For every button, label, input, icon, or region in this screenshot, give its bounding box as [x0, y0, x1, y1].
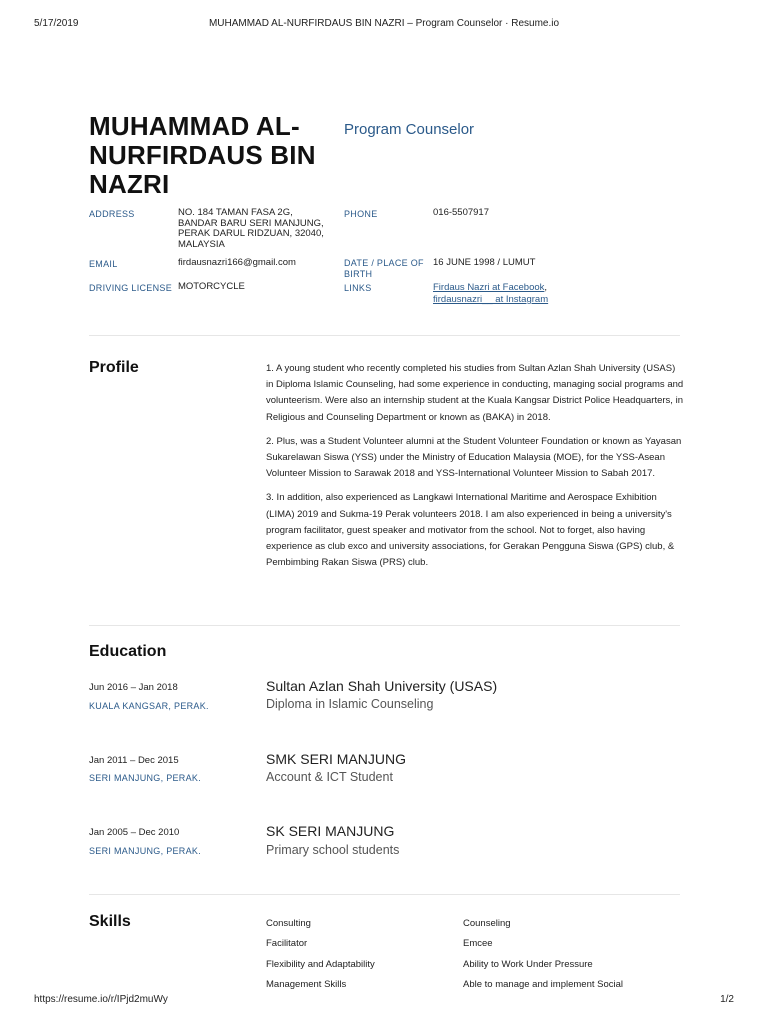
facebook-link[interactable]: Firdaus Nazri at Facebook [433, 282, 545, 293]
print-page-number: 1/2 [720, 994, 734, 1005]
skill-item: Facilitator [266, 938, 308, 949]
skills-heading: Skills [89, 913, 131, 930]
candidate-name [89, 112, 334, 199]
email-label: EMAIL [89, 259, 118, 269]
phone-value: 016-5507917 [433, 207, 489, 218]
email-value: firdausnazri166@gmail.com [178, 257, 296, 268]
profile-heading: Profile [89, 359, 139, 376]
print-page-title: MUHAMMAD AL-NURFIRDAUS BIN NAZRI – Program Counselor · Resume.io [208, 18, 560, 29]
dob-label [344, 258, 424, 280]
name-line-1: MUHAMMAD AL- [89, 111, 300, 141]
profile-text [266, 361, 684, 579]
profile-paragraph: 3. In addition, also experienced as Langkawi International Maritime and Aerospace Exhibition (LIMA) 2019 and Sukma-19 Perak volunteers 2018. I am also experienced in being a university's program facilitator, guest speaker and motivator from the school. Not to forget, also having experience as club exco and university associations, for Gerakan Pengguna Siswa (GPS) club, & Pembimbing Rakan Siswa (PRS) club. [266, 492, 675, 569]
education-location: KUALA KANGSAR, PERAK. [89, 701, 209, 711]
education-location: SERI MANJUNG, PERAK. [89, 846, 202, 856]
address-line: NO. 184 TAMAN FASA 2G, [178, 207, 293, 218]
profile-paragraph: 1. A young student who recently completed his studies from Sultan Azlan Shah University (USAS) in Diploma Islamic Counseling, had some experience in conducting, managing social programs and volunteerism. Were also an internship student at the Kuala Kangsar District Police Headquarters, in Religious and Counseling Department or known as (BAKA) in 2018. [266, 363, 684, 423]
name-line-3: NAZRI [89, 169, 170, 199]
address-value [178, 208, 324, 250]
education-dates: Jan 2011 – Dec 2015 [89, 755, 179, 766]
skill-item: Ability to Work Under Pressure [463, 959, 593, 970]
print-url: https://resume.io/r/IPjd2muWy [34, 994, 168, 1005]
address-label: ADDRESS [89, 209, 135, 219]
license-label: DRIVING LICENSE [89, 283, 173, 293]
print-date: 5/17/2019 [34, 18, 79, 29]
address-line: BANDAR BARU SERI MANJUNG, [178, 217, 324, 229]
job-title: Program Counselor [344, 121, 475, 138]
license-value: MOTORCYCLE [178, 281, 245, 292]
skill-item: Flexibility and Adaptability [266, 959, 375, 970]
education-school: Sultan Azlan Shah University (USAS) [266, 678, 498, 694]
links-label: LINKS [344, 283, 372, 293]
address-line: MALAYSIA [178, 238, 225, 250]
instagram-link[interactable]: firdausnazri__ at Instagram [433, 294, 549, 305]
address-line: PERAK DARUL RIDZUAN, 32040, [178, 228, 324, 239]
education-heading: Education [89, 643, 167, 660]
section-divider [89, 894, 680, 895]
education-school: SK SERI MANJUNG [266, 823, 395, 839]
dob-label-line: DATE / PLACE OF [344, 258, 424, 268]
skill-item: Emcee [463, 938, 493, 949]
education-degree: Account & ICT Student [266, 770, 393, 784]
name-line-2: NURFIRDAUS BIN [89, 140, 316, 170]
dob-label-line: BIRTH [344, 269, 373, 279]
skill-item: Counseling [463, 918, 511, 929]
education-location: SERI MANJUNG, PERAK. [89, 773, 202, 783]
profile-paragraph: 2. Plus, was a Student Volunteer alumni at the Student Volunteer Foundation or known as Yayasan Sukarelawan Siswa (YSS) under the Ministry of Education Malaysia (MOE), for the YSS-Asean Volunteer Mission to Sarawak 2018 and YSS-International Volunteer Mission to Sabah 2017. [266, 435, 682, 480]
dob-value: 16 JUNE 1998 / LUMUT [433, 257, 536, 268]
education-degree: Diploma in Islamic Counseling [266, 697, 434, 711]
skill-item: Consulting [266, 918, 311, 929]
links-value [433, 282, 548, 306]
phone-label: PHONE [344, 209, 378, 219]
section-divider [89, 335, 680, 336]
skill-item: Able to manage and implement Social [463, 979, 624, 990]
link-separator: , [544, 282, 548, 293]
print-header [34, 18, 734, 30]
education-school: SMK SERI MANJUNG [266, 751, 407, 767]
education-degree: Primary school students [266, 843, 400, 857]
skill-item: Management Skills [266, 979, 347, 990]
section-divider [89, 625, 680, 626]
education-dates: Jun 2016 – Jan 2018 [89, 682, 178, 693]
education-dates: Jan 2005 – Dec 2010 [89, 827, 180, 838]
